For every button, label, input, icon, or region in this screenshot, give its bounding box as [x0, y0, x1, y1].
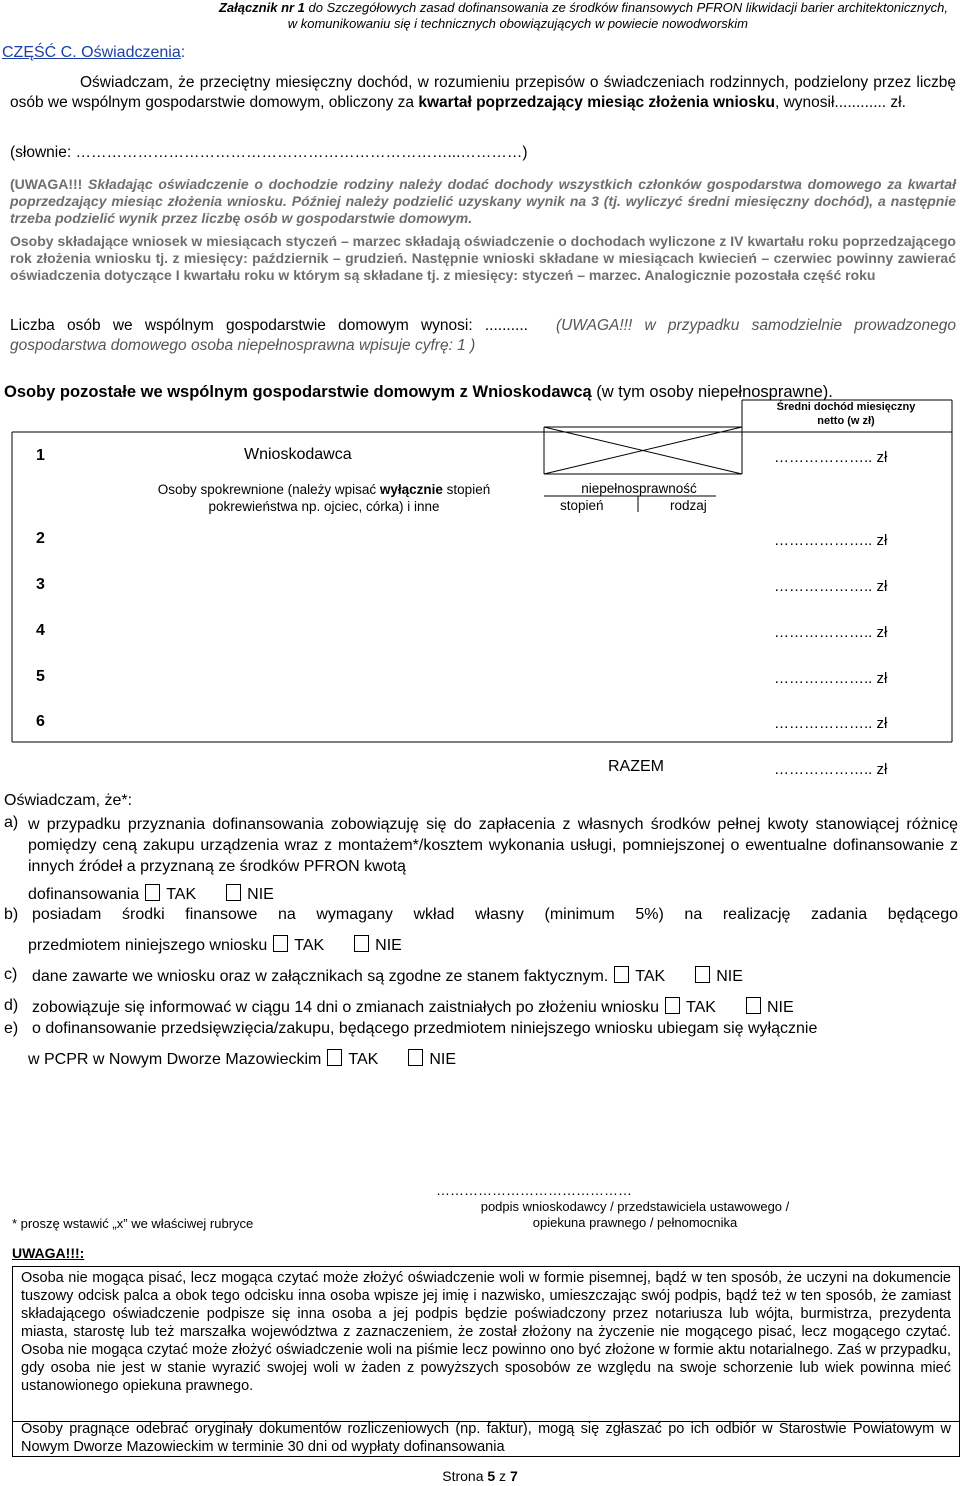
checkbox-yes[interactable]	[273, 935, 288, 952]
amount-field[interactable]: ……………….. zł	[774, 715, 888, 732]
declaration-b-letter: b)	[4, 906, 19, 923]
declaration-a-tail: dofinansowania	[28, 886, 140, 903]
note-paragraph-2: Osoby pragnące odebrać oryginały dokumentów rozliczeniowych (np. faktur), mogą się zgłaszać po ich odbiór w Starostwie Powiatowym w Nowym Dworze Mazowieckim w terminie 30 dni od wypłaty dofinansowania	[21, 1421, 951, 1455]
page-footer	[0, 1468, 960, 1484]
total-label: RAZEM	[608, 758, 664, 775]
household-count-label[interactable]: Liczba osób we wspólnym gospodarstwie domowym wynosi: ..........	[10, 317, 528, 334]
row-number: 6	[36, 713, 45, 730]
income-text-end: , wynosił............ zł.	[775, 94, 906, 111]
row-number: 2	[36, 530, 45, 547]
avg-income-header-line2: netto (w zł)	[817, 415, 875, 427]
signature-caption-line1: podpis wnioskodawcy / przedstawiciela ustawowego /	[480, 1199, 790, 1214]
option-no: NIE	[766, 999, 794, 1016]
checkbox-no[interactable]	[695, 966, 710, 983]
note-title: UWAGA!!!:	[12, 1245, 85, 1261]
kind-header: rodzaj	[670, 498, 707, 513]
checkbox-no[interactable]	[746, 997, 761, 1014]
amount-field[interactable]: ……………….. zł	[774, 532, 888, 549]
row-number: 3	[36, 576, 45, 593]
part-title-text: CZĘŚĆ C. Oświadczenia	[2, 44, 181, 61]
option-yes: TAK	[686, 999, 716, 1016]
checkbox-yes[interactable]	[665, 997, 680, 1014]
disability-header: niepełnosprawność	[581, 481, 697, 496]
checkbox-no[interactable]	[354, 935, 369, 952]
header-attachment-number: Załącznik nr 1	[218, 0, 305, 15]
relatives-header	[114, 481, 534, 515]
declaration-d-text: zobowiązuje się informować w ciągu 14 dni o zmianach zaistniałych po złożeniu wniosku	[32, 999, 659, 1016]
relatives-text-bold: wyłącznie	[379, 482, 443, 497]
declaration-e-letter: e)	[4, 1020, 19, 1037]
option-yes: TAK	[635, 968, 666, 985]
relatives-text-end: stopień	[442, 482, 491, 497]
note-paragraph-1: Osoba nie mogąca pisać, lecz mogąca czytać może złożyć oświadczenie woli w formie pisemnej, bądź w ten sposób, że uczyni na dokumencie tuszowy odcisk palca a obok tego odcisku inna osoba wpisze jej imię i nazwisko, umieszczając swój podpis, bądź też w ten sposób, że zamiast składającego oświadczenie podpisze się inna osoba a jej podpis będzie poświadczony przez notariusza lub wójta, burmistrza, prezydenta miasta, starostę lub też marszałka województwa z zaznaczeniem, że został złożony na życzenie nie mogącego pisać, lecz mogącego czytać. Osoba nie mogąca czytać może złożyć oświadczenie woli na piśmie lecz powinno ono być złożone w formie aktu notarialnego. Zaś w przypadku, gdy osoba nie jest w stanie wyrazić swojej woli w żaden z powyższych sposobów ze względu na swoje schorzenie lub wiek powinna mieć ustanowionego opiekuna prawnego.	[21, 1270, 951, 1394]
row-number: 4	[36, 622, 45, 639]
degree-header: stopień	[560, 498, 604, 513]
footnote: * proszę wstawić „x” we właściwej rubryce	[12, 1216, 254, 1231]
amount-field[interactable]: ……………….. zł	[774, 624, 888, 641]
declaration-d-row	[32, 997, 794, 1017]
others-title-rest: (w tym osoby niepełnosprawne).	[591, 383, 833, 401]
declaration-e-options	[28, 1049, 456, 1069]
declaration-b-text: posiadam środki finansowe na wymagany wkład własny (minimum 5%) na realizację zadania będącego	[32, 906, 958, 923]
page-total: 7	[509, 1468, 518, 1484]
applicant-label: Wnioskodawca	[244, 446, 352, 463]
note-box	[12, 1266, 960, 1422]
declaration-b-tail: przedmiotem niniejszego wniosku	[28, 937, 268, 954]
page-number: 5	[487, 1468, 496, 1484]
amount-field[interactable]: ……………….. zł	[774, 578, 888, 595]
checkbox-yes[interactable]	[327, 1049, 342, 1066]
amount-field[interactable]: ……………….. zł	[774, 449, 888, 466]
avg-income-header-line1: Średni dochód miesięczny	[776, 401, 916, 413]
part-title-colon: :	[180, 44, 186, 61]
declaration-a-text: w przypadku przyznania dofinansowania zobowiązuję się do zapłacenia z własnych środków pełnej kwoty stanowiącej różnicę pomiędzy ceną zakupu urządzenia wraz z montażem*/kosztem wykonania usługi, pomniejszonej o ewentualne dofinansowanie z innych źródeł a przyznaną ze środków PFRON kwotą	[28, 816, 958, 875]
row-number: 5	[36, 668, 45, 685]
checkbox-no[interactable]	[408, 1049, 423, 1066]
checkbox-yes[interactable]	[145, 884, 160, 901]
declaration-a-options	[28, 884, 274, 904]
amount-field[interactable]: ……………….. zł	[774, 670, 888, 687]
row-number: 1	[36, 447, 45, 464]
relatives-text-start: Osoby spokrewnione (należy wpisać	[157, 482, 380, 497]
declaration-e-tail: w PCPR w Nowym Dworze Mazowieckim	[28, 1051, 322, 1068]
income-text-start: Oświadczam, że przeciętny miesięczny dochód, w rozumieniu przepisów o świadczeniach rodzinnych, podzielony przez liczbę osób we wspólnym gospodarstwie domowym, obliczony za	[10, 74, 956, 111]
income-in-words[interactable]: (słownie: ………………………………………………………………...…………)	[10, 144, 528, 161]
option-yes: TAK	[294, 937, 325, 954]
declarations-intro: Oświadczam, że*:	[4, 792, 133, 809]
note-box-2	[12, 1420, 960, 1457]
option-no: NIE	[247, 886, 274, 903]
others-title-bold: Osoby pozostałe we wspólnym gospodarstwie domowym z Wnioskodawcą	[4, 383, 592, 401]
total-amount-field[interactable]: ……………….. zł	[774, 761, 888, 778]
page-of: z	[495, 1468, 510, 1484]
income-text-bold: kwartał poprzedzający miesiąc złożenia wniosku	[418, 94, 775, 111]
signature-caption-line2: opiekuna prawnego / pełnomocnika	[532, 1215, 738, 1230]
declaration-d-letter: d)	[4, 997, 19, 1014]
declaration-c-text: dane zawarte we wniosku oraz w załącznikach są zgodne ze stanem faktycznym.	[32, 968, 609, 985]
declaration-c-row	[32, 966, 743, 986]
signature-line[interactable]: ……………………………………	[436, 1182, 632, 1198]
signature-caption	[440, 1199, 830, 1231]
header-line1: do Szczegółowych zasad dofinansowania ze środków finansowych PFRON likwidacji barier architektonicznych,	[304, 0, 948, 15]
warning-paragraph-2: Osoby składające wniosek w miesiącach styczeń – marzec składają oświadczenie o dochodach wyliczone z IV kwartału roku poprzedzającego rok złożenia wniosku tj. z miesięcy: październik – grudzień. Następnie wnioski składane w miesiącach kwiecień – czerwiec powinny zawierać oświadczenia dotyczące I kwartału roku w którym są składane tj. z miesięcy: styczeń – marzec. Analogicznie pozostała część roku	[10, 233, 956, 283]
page-label: Strona	[442, 1468, 488, 1484]
option-no: NIE	[429, 1051, 456, 1068]
warning-text-1: Składając oświadczenie o dochodzie rodziny należy dodać dochody wszystkich członków gospodarstwa domowego za kwartał poprzedzający miesiąc złożenia wniosku. Później należy podzielić uzyskany wynik na 3 (tj. wyliczyć średni miesięczny dochód), a następnie trzeba podzielić wynik przez liczbę osób w gospodarstwie domowym.	[10, 176, 956, 226]
option-yes: TAK	[166, 886, 197, 903]
declaration-e-text: o dofinansowanie przedsięwzięcia/zakupu, będącego przedmiotem niniejszego wniosku ubiegam się wyłącznie	[32, 1020, 818, 1037]
declaration-b-options	[28, 935, 402, 955]
declaration-c-letter: c)	[4, 966, 18, 983]
warning-prefix: (UWAGA!!!	[10, 176, 89, 192]
household-note: (UWAGA!!! w przypadku samodzielnie prowadzonego gospodarstwa domowego osoba niepełnosprawna wpisuje cyfrę: 1 )	[10, 317, 956, 354]
checkbox-no[interactable]	[226, 884, 241, 901]
checkbox-yes[interactable]	[614, 966, 629, 983]
option-yes: TAK	[348, 1051, 379, 1068]
option-no: NIE	[375, 937, 402, 954]
header-line2: w komunikowaniu się i technicznych obowiązujących w powiecie nowodworskim	[287, 16, 748, 31]
option-no: NIE	[716, 968, 743, 985]
declaration-a-letter: a)	[4, 814, 19, 831]
relatives-text-line2: pokrewieństwa np. ojciec, córka) i inne	[208, 499, 440, 514]
